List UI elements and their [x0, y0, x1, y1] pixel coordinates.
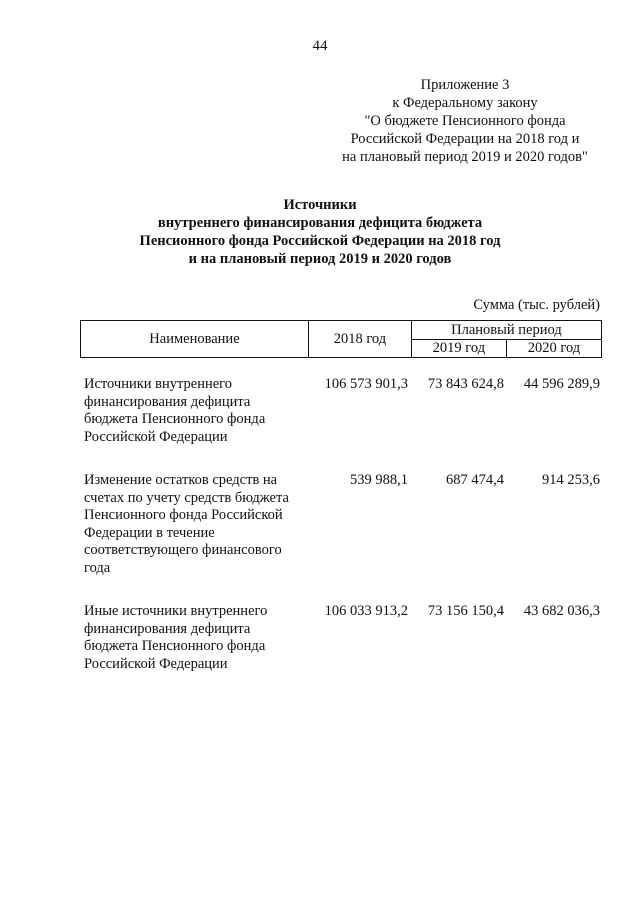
units-label: Сумма (тыс. рублей) — [473, 297, 600, 313]
column-header-2018: 2018 год — [308, 321, 411, 358]
value-2020: 44 596 289,9 — [523, 376, 600, 392]
value-2019: 687 474,4 — [446, 472, 504, 488]
column-header-2020: 2020 год — [506, 340, 601, 358]
appendix-line: к Федеральному закону — [392, 95, 538, 111]
value-2018: 539 988,1 — [350, 472, 408, 488]
value-2020: 43 682 036,3 — [523, 603, 600, 619]
column-header-2019: 2019 год — [411, 340, 506, 358]
value-2020: 914 253,6 — [542, 472, 600, 488]
title-line: Пенсионного фонда Российской Федерации на 2018 год — [139, 233, 501, 249]
table-row — [84, 472, 604, 577]
appendix-line: Приложение 3 — [420, 77, 510, 93]
row-label: Изменение остатков средств на счетах по учету средств бюджета Пенсионного фонда Российской Федерации в течение соответствующего финансового года — [84, 472, 289, 576]
document-title — [60, 196, 580, 268]
column-header-planned-period: Плановый период — [411, 321, 601, 340]
column-header-name: Наименование — [81, 321, 309, 358]
page-number: 44 — [312, 38, 328, 54]
table-body — [84, 376, 604, 699]
row-label: Иные источники внутреннего финансирования дефицита бюджета Пенсионного фонда Российской Федерации — [84, 603, 268, 672]
appendix-line: "О бюджете Пенсионного фонда — [364, 113, 566, 129]
table-row — [84, 376, 604, 446]
value-2019: 73 843 624,8 — [427, 376, 504, 392]
appendix-line: Российской Федерации на 2018 год и — [350, 131, 580, 147]
value-2018: 106 573 901,3 — [324, 376, 408, 392]
table-row — [84, 603, 604, 673]
row-label: Источники внутреннего финансирования дефицита бюджета Пенсионного фонда Российской Федерации — [84, 376, 266, 445]
appendix-note — [300, 76, 630, 166]
table-header — [80, 320, 602, 358]
value-2019: 73 156 150,4 — [427, 603, 504, 619]
title-line: Источники — [283, 197, 357, 213]
title-line: и на плановый период 2019 и 2020 годов — [188, 251, 452, 267]
title-line: внутреннего финансирования дефицита бюджета — [157, 215, 483, 231]
appendix-line: на плановый период 2019 и 2020 годов" — [342, 149, 588, 165]
value-2018: 106 033 913,2 — [324, 603, 408, 619]
